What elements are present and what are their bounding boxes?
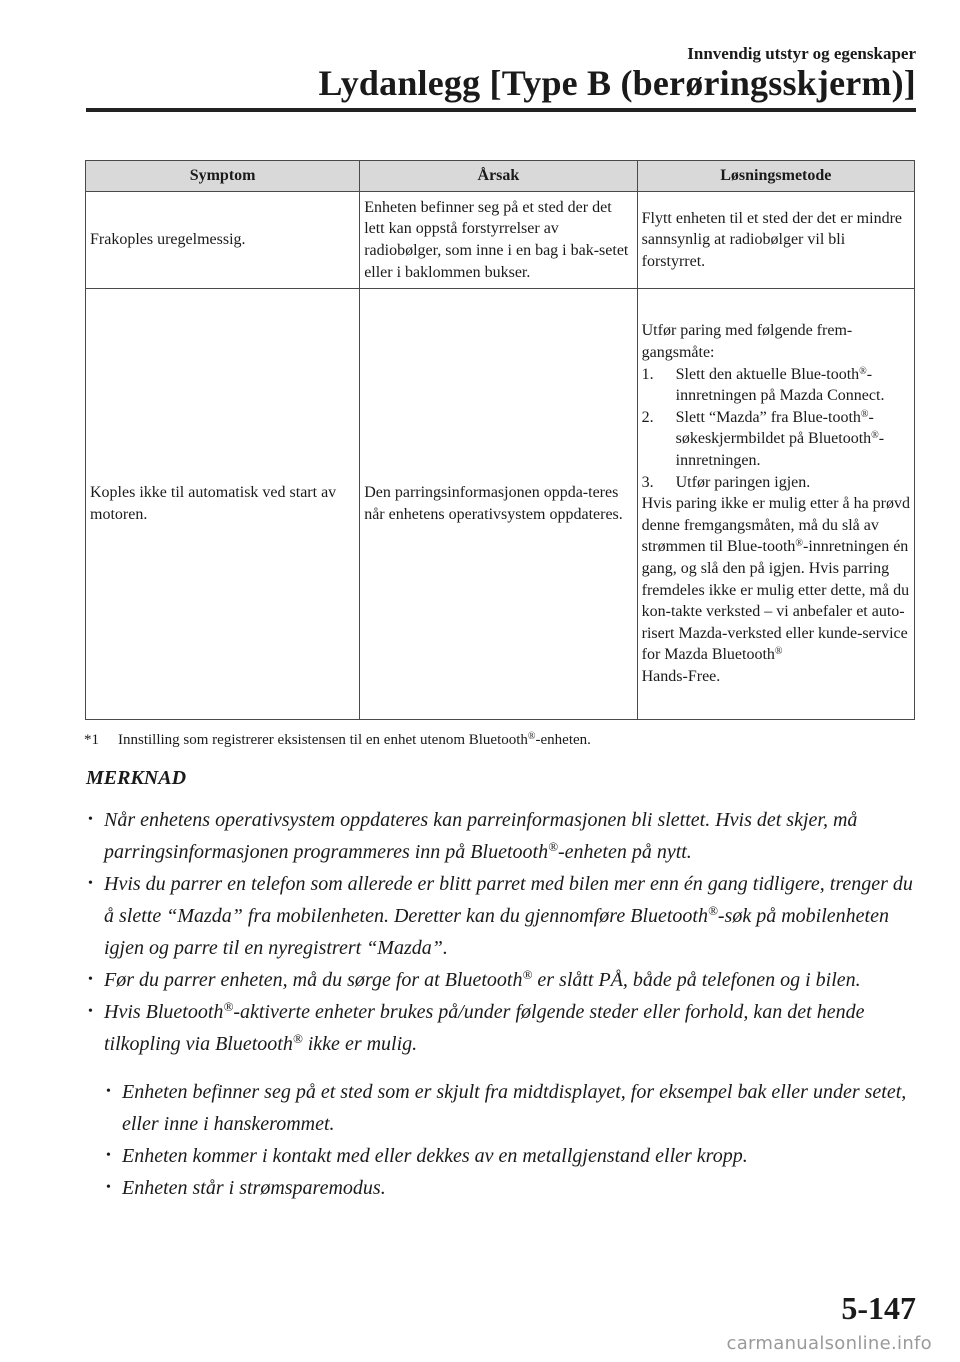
page-title: Lydanlegg [Type B (berøringsskjerm)] bbox=[318, 63, 916, 103]
note-sub-item: • Enheten kommer i kontakt med eller dekkes av en metallgjenstand eller kropp. bbox=[104, 1140, 916, 1172]
solution-step-2: 2. Slett “Mazda” fra Blue-tooth®-søkeskjermbildet på Bluetooth®-innretningen. bbox=[641, 408, 885, 470]
note-sub-item: • Enheten befinner seg på et sted som er skjult fra midtdisplayet, for eksempel bak eller under setet, eller inne i hanskerommet. bbox=[104, 1076, 916, 1140]
note-sub-list bbox=[86, 1076, 916, 1204]
table-header-row bbox=[86, 161, 915, 192]
note-item: • Hvis Bluetooth®-aktiverte enheter brukes på/under følgende steder eller forhold, kan det hende tilkopling via Bluetooth® ikke er mulig. bbox=[86, 996, 916, 1060]
watermark: carmanualsonline.info bbox=[726, 1333, 932, 1354]
column-header-symptom: Symptom bbox=[86, 161, 360, 192]
solution-outro: Hvis paring ikke er mulig etter å ha prøvd denne fremgangsmåten, må du slå av strømmen til Blue-tooth®-innretningen én gang, og slå den på igjen. Hvis parring fremdeles ikke er mulig etter dette, må du kon-takte verksted – vi anbefaler et auto-risert Mazda-verksted eller kunde-service for Mazda Bluetooth® Hands-Free. bbox=[641, 495, 910, 685]
symptom-cell: Frakoples uregelmessig. bbox=[86, 192, 360, 289]
note-item: • Før du parrer enheten, må du sørge for at Bluetooth® er slått PÅ, både på telefonen og i bilen. bbox=[86, 964, 916, 996]
solution-intro: Utfør paring med følgende frem-gangsmåte: bbox=[641, 322, 853, 362]
column-header-cause: Årsak bbox=[360, 161, 637, 192]
solution-cell: Flytt enheten til et sted der det er mindre sannsynlig at radiobølger vil bli forstyrret. bbox=[637, 192, 914, 289]
column-header-solution: Løsningsmetode bbox=[637, 161, 914, 192]
note-item: • Hvis du parrer en telefon som allerede er blitt parret med bilen mer enn én gang tidligere, trenger du å slette “Mazda” fra mobilenheten. Deretter kan du gjennomføre Bluetooth®-søk på mobilenheten igjen og parre til en nyregistrert “Mazda”. bbox=[86, 868, 916, 964]
header-rule bbox=[86, 108, 916, 112]
table-row bbox=[86, 192, 915, 289]
note-sub-item: • Enheten står i strømsparemodus. bbox=[104, 1172, 916, 1204]
table-row bbox=[86, 289, 915, 720]
cause-cell: Enheten befinner seg på et sted der det lett kan oppstå forstyrrelser av radiobølger, som inne i en bag i bak-setet eller i baklommen bukser. bbox=[360, 192, 637, 289]
note-heading: MERKNAD bbox=[86, 767, 187, 789]
symptom-cell: Koples ikke til automatisk ved start av motoren. bbox=[86, 289, 360, 720]
note-item: • Når enhetens operativsystem oppdateres kan parreinformasjonen bli slettet. Hvis det skjer, må parringsinformasjonen programmeres inn på Bluetooth®-enheten på nytt. bbox=[86, 804, 916, 868]
footnote: *1 Innstilling som registrerer eksistensen til en enhet utenom Bluetooth®-enheten. bbox=[84, 731, 591, 748]
solution-step-3: 3. Utfør paringen igjen. bbox=[641, 473, 811, 491]
page-number: 5-147 bbox=[841, 1290, 916, 1326]
solution-step-1: 1. Slett den aktuelle Blue-tooth®-innretningen på Mazda Connect. bbox=[641, 365, 885, 405]
section-label: Innvendig utstyr og egenskaper bbox=[687, 44, 916, 63]
solution-cell bbox=[637, 289, 914, 720]
footnote-marker: *1 bbox=[84, 732, 99, 748]
troubleshooting-table bbox=[85, 160, 915, 720]
note-list bbox=[86, 804, 916, 1204]
cause-cell: Den parringsinformasjonen oppda-teres når enhetens operativsystem oppdateres. bbox=[360, 289, 637, 720]
